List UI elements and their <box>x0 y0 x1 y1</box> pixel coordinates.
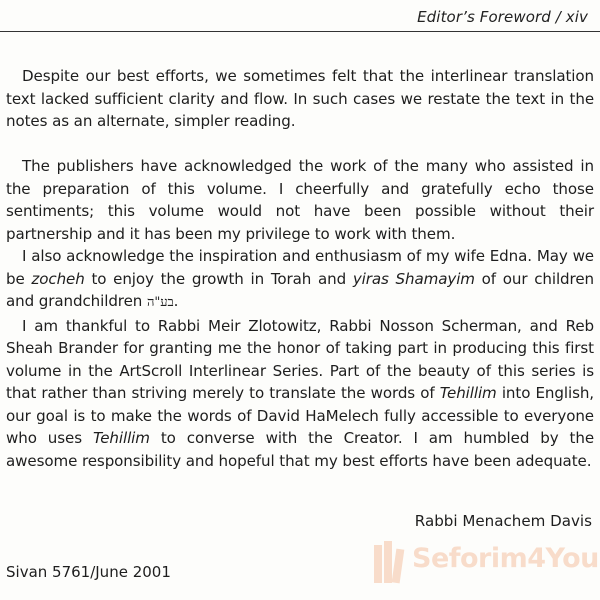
italic-term: zocheh <box>31 269 85 288</box>
hebrew-abbreviation: בע"ה <box>146 295 174 310</box>
paragraph-thanks <box>6 315 594 473</box>
signature: Rabbi Menachem Davis <box>414 512 592 530</box>
text-run: I also acknowledge the inspiration and enthusiasm of my wife Edna. May we be <box>6 247 594 288</box>
paragraph-wife <box>6 245 594 315</box>
text-run: to enjoy the growth in Torah and <box>84 269 353 288</box>
watermark-text: Seforim4You <box>412 543 599 574</box>
paragraph-clarity: Despite our best efforts, we sometimes felt that the interlinear translation text lacked sufficient clarity and flow. In such cases we restate the text in the notes as an alternate, simpler reading. <box>6 67 594 130</box>
body-text <box>6 65 594 472</box>
text-run: to converse with the Creator. I am humbled by the awesome responsibility and hopeful that my best efforts have been adequate. <box>6 429 595 470</box>
italic-term: Tehillim <box>92 429 150 447</box>
running-head: Editor’s Foreword / xiv <box>417 8 588 26</box>
italic-term: Tehillim <box>439 384 497 402</box>
text-run: I am thankful to Rabbi Meir Zlotowitz, Rabbi Nosson Scherman, and Reb Sheah Brander for granting me the honor of taking part in producing this first volume in the ArtScroll Interlinear Series. Part of the beauty of this series is that rather than striving merely to translate the words of <box>6 316 594 402</box>
text-run: into English, our goal is to make the words of David HaMelech fully accessible to everyone who uses <box>6 384 594 447</box>
book-stack-icon <box>370 537 410 589</box>
watermark <box>370 537 600 589</box>
paragraph-gap <box>6 133 594 156</box>
dateline: Sivan 5761/June 2001 <box>6 563 171 581</box>
header-rule <box>0 31 600 32</box>
text-run: . <box>173 292 179 310</box>
text-run: of our children and grandchildren <box>6 269 594 310</box>
italic-term: yiras Shamayim <box>352 269 475 288</box>
paragraph-publishers: The publishers have acknowledged the work of the many who assisted in the preparation of this volume. I cheerfully and gratefully echo those sentiments; this volume would not have been possible without their partnership and it has been my privilege to work with them. <box>6 157 594 243</box>
